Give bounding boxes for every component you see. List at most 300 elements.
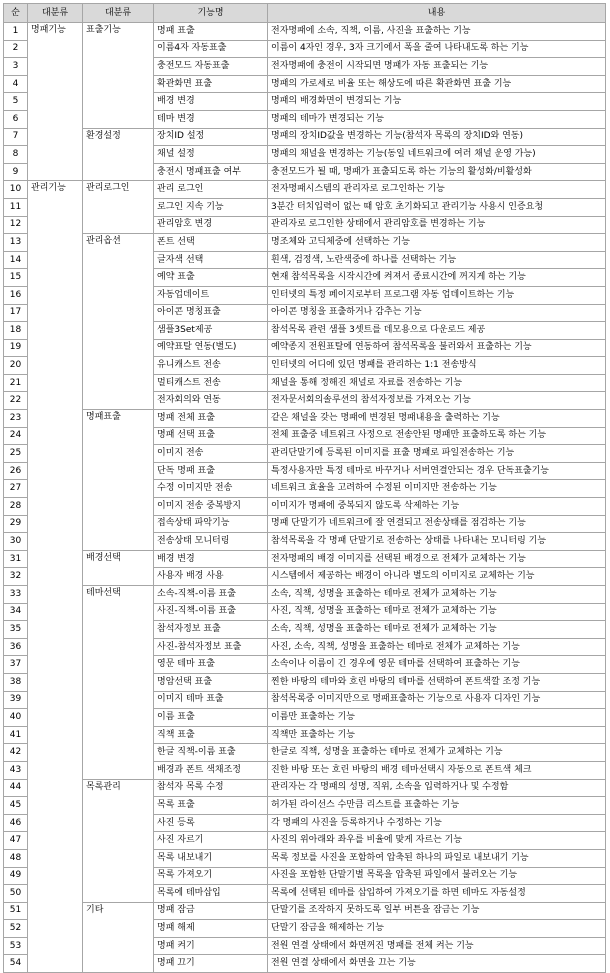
row-category-2: [83, 761, 154, 779]
row-description: 전자명패시스템의 관리자로 로그인하는 기능: [268, 181, 606, 199]
row-number: 16: [4, 286, 28, 304]
row-description: 참석목록중 이미지만으로 명패표출하는 기능으로 사용자 디자인 기능: [268, 691, 606, 709]
table-row: [4, 146, 606, 164]
row-category-1: [28, 726, 83, 744]
row-description: 전자명패에 충전이 시작되면 명패가 자동 표출되는 기능: [268, 58, 606, 76]
row-number: 48: [4, 849, 28, 867]
table-row: [4, 744, 606, 762]
row-category-1: [28, 568, 83, 586]
row-feature-name: 명암선택 표출: [154, 673, 268, 691]
row-category-1: [28, 779, 83, 797]
row-category-2: [83, 515, 154, 533]
row-category-1: [28, 339, 83, 357]
table-row: [4, 163, 606, 181]
row-category-2: [83, 533, 154, 551]
row-category-2: [83, 269, 154, 287]
row-category-1: [28, 586, 83, 604]
row-category-2: [83, 621, 154, 639]
row-category-1: [28, 427, 83, 445]
table-row: [4, 761, 606, 779]
table-row: [4, 885, 606, 903]
row-feature-name: 이름4자 자동표출: [154, 40, 268, 58]
header-category-1: 대분류: [28, 4, 83, 23]
table-row: [4, 550, 606, 568]
table-row: [4, 198, 606, 216]
table-row: [4, 568, 606, 586]
row-category-1: [28, 269, 83, 287]
row-category-2: 관리옵션: [83, 234, 154, 252]
row-number: 49: [4, 867, 28, 885]
table-row: [4, 251, 606, 269]
row-feature-name: 명패 전체 표출: [154, 410, 268, 428]
row-category-2: 기타: [83, 902, 154, 920]
row-description: 이미지가 명패에 중복되지 않도록 삭제하는 기능: [268, 498, 606, 516]
row-feature-name: 명패 끄기: [154, 955, 268, 973]
row-feature-name: 자동업데이트: [154, 286, 268, 304]
row-category-1: [28, 498, 83, 516]
row-description: 같은 채널을 갖는 명패에 변경된 명패내용을 출력하는 기능: [268, 410, 606, 428]
row-category-2: [83, 726, 154, 744]
row-number: 19: [4, 339, 28, 357]
row-number: 42: [4, 744, 28, 762]
row-category-2: [83, 198, 154, 216]
row-category-1: [28, 955, 83, 973]
table-row: [4, 691, 606, 709]
row-category-1: [28, 515, 83, 533]
row-feature-name: 사용자 배경 사용: [154, 568, 268, 586]
row-category-2: [83, 797, 154, 815]
row-feature-name: 명패 해제: [154, 920, 268, 938]
row-description: 전체 표출중 네트워크 사정으로 전송안된 명패만 표출하도록 하는 기능: [268, 427, 606, 445]
row-category-1: [28, 814, 83, 832]
row-feature-name: 글자색 선택: [154, 251, 268, 269]
table-row: [4, 621, 606, 639]
row-feature-name: 사진-참석자정보 표출: [154, 638, 268, 656]
row-feature-name: 전송상태 모니터링: [154, 533, 268, 551]
row-number: 34: [4, 603, 28, 621]
row-category-1: [28, 480, 83, 498]
table-row: [4, 40, 606, 58]
row-feature-name: 관리암호 변경: [154, 216, 268, 234]
table-row: [4, 58, 606, 76]
row-category-2: [83, 709, 154, 727]
row-category-2: [83, 920, 154, 938]
row-number: 32: [4, 568, 28, 586]
row-category-2: [83, 498, 154, 516]
row-category-2: [83, 110, 154, 128]
table-row: [4, 726, 606, 744]
row-category-2: [83, 849, 154, 867]
table-row: [4, 515, 606, 533]
row-category-1: [28, 410, 83, 428]
row-category-2: [83, 392, 154, 410]
row-category-1: [28, 322, 83, 340]
row-category-1: [28, 656, 83, 674]
row-feature-name: 목록에 테마삽입: [154, 885, 268, 903]
row-number: 45: [4, 797, 28, 815]
row-number: 30: [4, 533, 28, 551]
row-category-2: [83, 603, 154, 621]
row-category-2: 관리로그인: [83, 181, 154, 199]
row-feature-name: 참석자정보 표출: [154, 621, 268, 639]
row-description: 명패의 장치ID값을 변경하는 기능(참석자 목록의 장치ID와 연동): [268, 128, 606, 146]
row-category-2: [83, 814, 154, 832]
row-category-1: [28, 797, 83, 815]
row-description: 명패의 배경화면이 변경되는 기능: [268, 93, 606, 111]
row-number: 28: [4, 498, 28, 516]
row-number: 39: [4, 691, 28, 709]
row-number: 3: [4, 58, 28, 76]
row-description: 아이콘 명칭을 표출하거나 감추는 기능: [268, 304, 606, 322]
feature-table-container: [3, 3, 606, 973]
row-feature-name: 사진 등록: [154, 814, 268, 832]
table-row: [4, 23, 606, 41]
row-feature-name: 로그인 지속 기능: [154, 198, 268, 216]
row-feature-name: 이미지 전송: [154, 445, 268, 463]
table-row: [4, 955, 606, 973]
row-number: 54: [4, 955, 28, 973]
row-category-2: [83, 955, 154, 973]
row-category-1: [28, 445, 83, 463]
row-number: 40: [4, 709, 28, 727]
row-number: 4: [4, 75, 28, 93]
row-category-2: [83, 744, 154, 762]
header-feature-name: 기능명: [154, 4, 268, 23]
row-number: 12: [4, 216, 28, 234]
row-number: 15: [4, 269, 28, 287]
row-description: 전자명패의 배경 이미지를 선택된 배경으로 전체가 교체하는 기능: [268, 550, 606, 568]
row-category-1: [28, 902, 83, 920]
row-description: 허가된 라이선스 수만큼 리스트를 표출하는 기능: [268, 797, 606, 815]
row-category-1: [28, 392, 83, 410]
row-number: 25: [4, 445, 28, 463]
row-number: 53: [4, 937, 28, 955]
row-description: 진한 바탕 또는 흐린 바탕의 배경 테마선택시 자동으로 폰트색 체크: [268, 761, 606, 779]
row-number: 2: [4, 40, 28, 58]
row-feature-name: 명패 잠금: [154, 902, 268, 920]
row-category-2: [83, 251, 154, 269]
row-category-1: 명패기능: [28, 23, 83, 41]
row-description: 직책만 표출하는 기능: [268, 726, 606, 744]
row-number: 23: [4, 410, 28, 428]
row-category-1: [28, 40, 83, 58]
header-category-2: 대분류: [83, 4, 154, 23]
row-category-1: [28, 691, 83, 709]
row-feature-name: 목록 가져오기: [154, 867, 268, 885]
row-category-2: [83, 832, 154, 850]
row-description: 인터넷의 어디에 있던 명패를 관리하는 1:1 전송방식: [268, 357, 606, 375]
row-feature-name: 이미지 테마 표출: [154, 691, 268, 709]
row-description: 채널을 통해 정해진 채널로 자료를 전송하는 기능: [268, 374, 606, 392]
row-description: 예약종지 전원표탈에 연동하여 참석목록을 불러와서 표출하는 기능: [268, 339, 606, 357]
row-number: 26: [4, 462, 28, 480]
row-feature-name: 유니캐스트 전송: [154, 357, 268, 375]
row-description: 전자명패에 소속, 직책, 이름, 사진을 표출하는 기능: [268, 23, 606, 41]
row-number: 33: [4, 586, 28, 604]
header-row: [4, 4, 606, 23]
row-category-1: [28, 251, 83, 269]
row-description: 명패의 채널을 변경하는 기능(동일 네트워크에 여러 채널 운영 가능): [268, 146, 606, 164]
row-number: 8: [4, 146, 28, 164]
row-number: 52: [4, 920, 28, 938]
row-feature-name: 관리 로그인: [154, 181, 268, 199]
table-row: [4, 849, 606, 867]
feature-table: [3, 3, 606, 973]
row-description: 전자문서회의솔루션의 참석자정보를 가져오는 기능: [268, 392, 606, 410]
row-feature-name: 아이콘 명칭표출: [154, 304, 268, 322]
row-category-1: [28, 128, 83, 146]
row-category-1: [28, 286, 83, 304]
row-feature-name: 예약표탈 연동(별도): [154, 339, 268, 357]
row-category-1: [28, 709, 83, 727]
table-row: [4, 673, 606, 691]
row-description: 흰색, 검정색, 노란색중에 하나를 선택하는 기능: [268, 251, 606, 269]
row-category-2: [83, 638, 154, 656]
row-feature-name: 영문 테마 표출: [154, 656, 268, 674]
row-description: 전원 연결 상태에서 화면을 끄는 기능: [268, 955, 606, 973]
row-number: 1: [4, 23, 28, 41]
row-description: 명패의 테마가 변경되는 기능: [268, 110, 606, 128]
row-category-1: [28, 744, 83, 762]
row-description: 관리자는 각 명패의 성명, 직위, 소속을 입력하거나 및 수정함: [268, 779, 606, 797]
row-feature-name: 목록 내보내기: [154, 849, 268, 867]
row-number: 11: [4, 198, 28, 216]
row-category-2: [83, 58, 154, 76]
row-category-1: [28, 234, 83, 252]
row-feature-name: 이미지 전송 중복방지: [154, 498, 268, 516]
row-category-2: [83, 445, 154, 463]
table-row: [4, 216, 606, 234]
row-category-1: [28, 110, 83, 128]
row-feature-name: 한글 직책-이름 표출: [154, 744, 268, 762]
row-number: 22: [4, 392, 28, 410]
row-feature-name: 확관화면 표출: [154, 75, 268, 93]
row-description: 단말기 잠금을 해제하는 기능: [268, 920, 606, 938]
row-feature-name: 이름 표출: [154, 709, 268, 727]
row-category-1: [28, 761, 83, 779]
row-feature-name: 명패 켜기: [154, 937, 268, 955]
row-category-2: [83, 75, 154, 93]
row-category-2: [83, 656, 154, 674]
row-description: 관리자로 로그인한 상태에서 관리암호를 변경하는 기능: [268, 216, 606, 234]
row-description: 참석목록 관련 샘플 3셋트를 데모용으로 다운로드 제공: [268, 322, 606, 340]
table-row: [4, 392, 606, 410]
row-description: 특정사용자만 특정 테마로 바꾸거나 서버연결안되는 경우 단독표출기능: [268, 462, 606, 480]
row-number: 13: [4, 234, 28, 252]
row-category-1: [28, 357, 83, 375]
row-category-2: [83, 163, 154, 181]
row-description: 소속, 직책, 성명을 표출하는 테마로 전체가 교체하는 기능: [268, 586, 606, 604]
table-row: [4, 322, 606, 340]
row-feature-name: 접속상태 파악기능: [154, 515, 268, 533]
row-category-2: [83, 40, 154, 58]
row-number: 47: [4, 832, 28, 850]
row-number: 35: [4, 621, 28, 639]
row-feature-name: 참석자 목록 수정: [154, 779, 268, 797]
row-category-1: [28, 673, 83, 691]
row-category-1: [28, 198, 83, 216]
row-category-1: [28, 93, 83, 111]
row-number: 10: [4, 181, 28, 199]
row-category-1: [28, 603, 83, 621]
row-number: 27: [4, 480, 28, 498]
row-category-2: [83, 339, 154, 357]
table-row: [4, 867, 606, 885]
row-number: 38: [4, 673, 28, 691]
row-feature-name: 목록 표출: [154, 797, 268, 815]
row-category-1: [28, 374, 83, 392]
row-category-2: 테마선택: [83, 586, 154, 604]
table-row: [4, 533, 606, 551]
row-feature-name: 충전모드 자동표출: [154, 58, 268, 76]
row-category-2: 배경선택: [83, 550, 154, 568]
row-feature-name: 전자회의와 연동: [154, 392, 268, 410]
row-description: 참석목록을 각 명패 단말기로 전송하는 상태를 나타내는 모니터링 기능: [268, 533, 606, 551]
row-description: 명조체와 고딕체중에 선택하는 기능: [268, 234, 606, 252]
table-row: [4, 357, 606, 375]
row-category-2: [83, 691, 154, 709]
row-category-2: [83, 93, 154, 111]
row-number: 43: [4, 761, 28, 779]
table-row: [4, 374, 606, 392]
row-category-2: [83, 286, 154, 304]
table-body: [4, 23, 606, 973]
header-no: 순: [4, 4, 28, 23]
row-category-2: 환경설정: [83, 128, 154, 146]
row-number: 20: [4, 357, 28, 375]
row-description: 이름만 표출하는 기능: [268, 709, 606, 727]
row-category-1: [28, 58, 83, 76]
row-feature-name: 예약 표출: [154, 269, 268, 287]
row-number: 37: [4, 656, 28, 674]
row-category-2: [83, 427, 154, 445]
table-row: [4, 181, 606, 199]
row-number: 17: [4, 304, 28, 322]
row-description: 현재 참석목록을 시작시간에 켜져서 종료시간에 꺼지게 하는 기능: [268, 269, 606, 287]
row-description: 네트워크 효율을 고려하여 수정된 이미지만 전송하는 기능: [268, 480, 606, 498]
row-number: 5: [4, 93, 28, 111]
row-feature-name: 사진 자르기: [154, 832, 268, 850]
table-row: [4, 480, 606, 498]
table-row: [4, 814, 606, 832]
row-number: 41: [4, 726, 28, 744]
row-number: 24: [4, 427, 28, 445]
row-category-1: [28, 146, 83, 164]
row-feature-name: 명패 선택 표출: [154, 427, 268, 445]
table-row: [4, 779, 606, 797]
row-category-1: [28, 533, 83, 551]
row-feature-name: 수정 이미지만 전송: [154, 480, 268, 498]
row-category-1: [28, 550, 83, 568]
row-category-2: [83, 885, 154, 903]
row-description: 사진, 직책, 성명을 표출하는 테마로 전체가 교체하는 기능: [268, 603, 606, 621]
table-row: [4, 920, 606, 938]
row-category-2: [83, 673, 154, 691]
table-row: [4, 902, 606, 920]
table-row: [4, 709, 606, 727]
row-feature-name: 사진-직책-이름 표출: [154, 603, 268, 621]
row-category-2: [83, 304, 154, 322]
row-description: 사진을 포함한 단말기별 목록을 압축된 파일에서 불러오는 기능: [268, 867, 606, 885]
row-description: 사진, 소속, 직책, 성명을 표출하는 테마로 전체가 교체하는 기능: [268, 638, 606, 656]
row-category-1: [28, 304, 83, 322]
table-row: [4, 462, 606, 480]
row-number: 44: [4, 779, 28, 797]
row-description: 명패 단말기가 네트워크에 잘 연결되고 전송상태를 점검하는 기능: [268, 515, 606, 533]
row-description: 각 명패의 사진을 등록하거나 수정하는 기능: [268, 814, 606, 832]
row-number: 6: [4, 110, 28, 128]
row-description: 인터넷의 특정 페이지로부터 프로그램 자동 업데이트하는 기능: [268, 286, 606, 304]
row-category-2: [83, 480, 154, 498]
row-description: 소속, 직책, 성명을 표출하는 테마로 전체가 교체하는 기능: [268, 621, 606, 639]
row-category-2: [83, 374, 154, 392]
row-category-1: [28, 937, 83, 955]
table-row: [4, 269, 606, 287]
row-category-2: 목록관리: [83, 779, 154, 797]
row-category-1: [28, 621, 83, 639]
table-row: [4, 286, 606, 304]
row-description: 사진의 위아래와 좌우를 비율에 맞게 자르는 기능: [268, 832, 606, 850]
table-row: [4, 797, 606, 815]
row-feature-name: 샘플3Set제공: [154, 322, 268, 340]
row-description: 목록 정보를 사진을 포함하여 압축된 하나의 파일로 내보내기 기능: [268, 849, 606, 867]
row-number: 46: [4, 814, 28, 832]
row-description: 소속이나 이름이 긴 경우에 영문 테마를 선택하여 표출하는 기능: [268, 656, 606, 674]
row-description: 이름이 4자인 경우, 3자 크기에서 폭을 줄여 나타내도록 하는 기능: [268, 40, 606, 58]
row-category-2: 명패표출: [83, 410, 154, 428]
row-description: 관리단말기에 등록된 이미지를 표출 명패로 파일전송하는 기능: [268, 445, 606, 463]
row-number: 36: [4, 638, 28, 656]
row-category-1: [28, 638, 83, 656]
row-number: 50: [4, 885, 28, 903]
row-category-1: [28, 163, 83, 181]
row-feature-name: 단독 명패 표출: [154, 462, 268, 480]
table-row: [4, 110, 606, 128]
table-row: [4, 498, 606, 516]
row-category-2: [83, 146, 154, 164]
row-category-1: [28, 920, 83, 938]
row-category-1: [28, 462, 83, 480]
row-description: 단말기를 조작하지 못하도록 일부 버튼을 잠금는 기능: [268, 902, 606, 920]
row-category-2: [83, 867, 154, 885]
row-category-1: [28, 867, 83, 885]
row-number: 7: [4, 128, 28, 146]
row-feature-name: 테마 변경: [154, 110, 268, 128]
table-row: [4, 234, 606, 252]
header-description: 내용: [268, 4, 606, 23]
row-category-2: [83, 322, 154, 340]
row-description: 목록에 선택된 테마를 삽입하여 가져오기를 하면 테마도 자동설정: [268, 885, 606, 903]
row-description: 찐한 바탕의 테마와 흐린 바탕의 테마를 선택하여 폰트색깔 조정 기능: [268, 673, 606, 691]
row-description: 전원 연결 상태에서 화면꺼진 명패를 전체 켜는 기능: [268, 937, 606, 955]
table-row: [4, 304, 606, 322]
table-row: [4, 656, 606, 674]
table-row: [4, 93, 606, 111]
row-category-1: [28, 885, 83, 903]
row-category-2: [83, 462, 154, 480]
row-category-1: [28, 75, 83, 93]
row-feature-name: 폰트 선택: [154, 234, 268, 252]
row-description: 명패의 가로세로 비율 또는 해상도에 따른 확관화면 표출 기능: [268, 75, 606, 93]
row-category-1: [28, 216, 83, 234]
row-feature-name: 충전시 명패표출 여부: [154, 163, 268, 181]
row-category-1: 관리기능: [28, 181, 83, 199]
table-row: [4, 586, 606, 604]
row-category-2: [83, 937, 154, 955]
row-category-1: [28, 832, 83, 850]
row-category-2: [83, 357, 154, 375]
row-number: 51: [4, 902, 28, 920]
